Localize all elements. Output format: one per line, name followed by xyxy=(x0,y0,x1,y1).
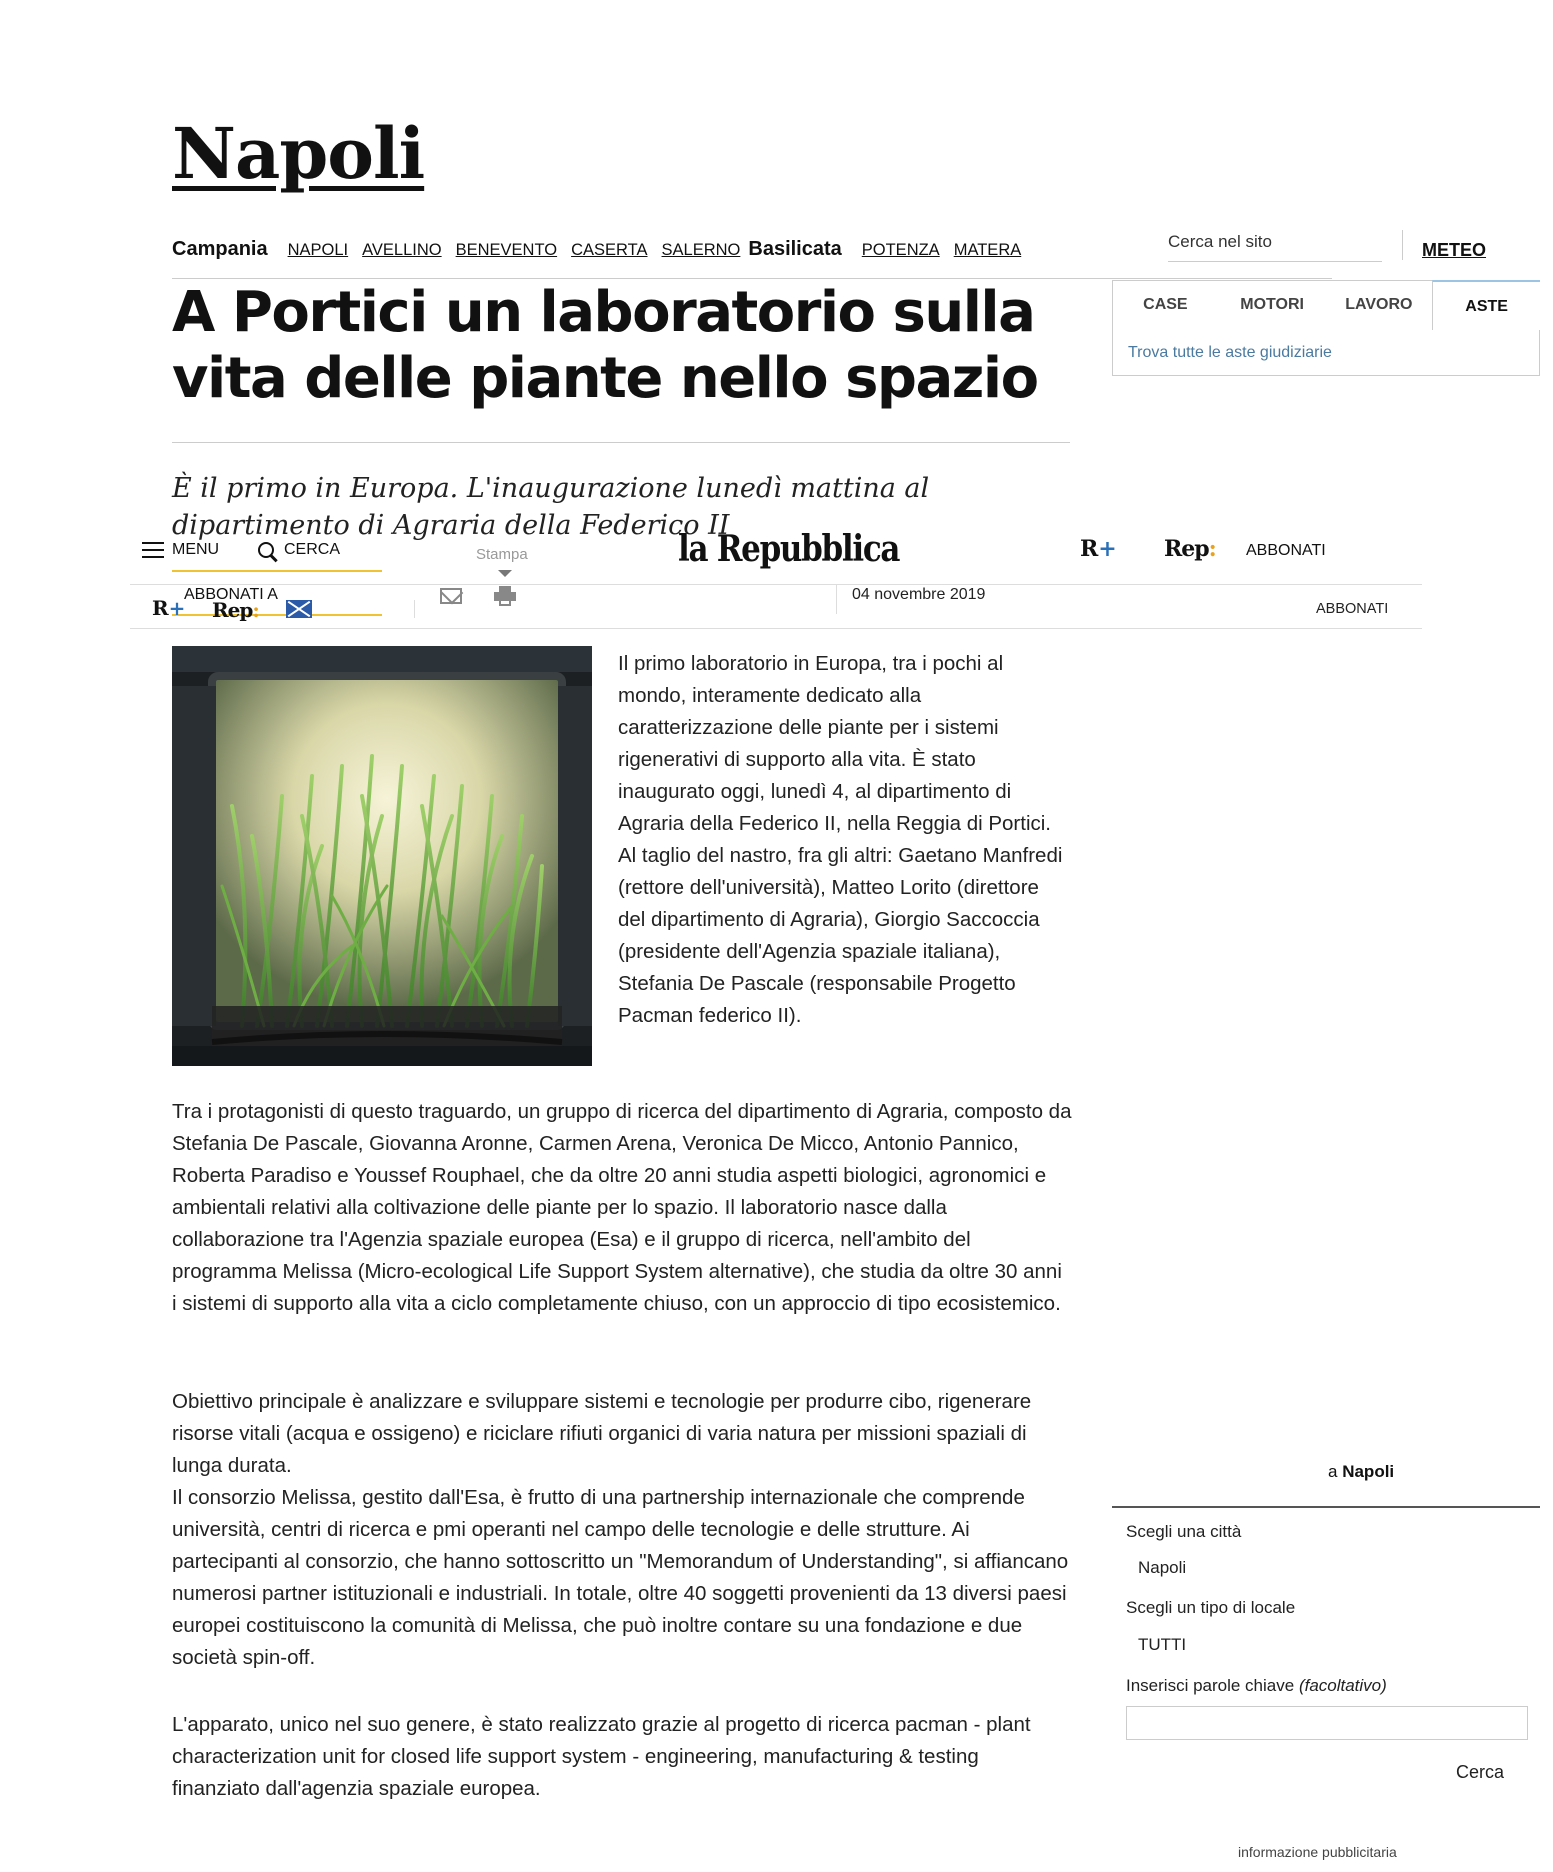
aste-link[interactable]: Trova tutte le aste giudiziarie xyxy=(1128,344,1332,361)
divider xyxy=(476,584,1070,585)
tab-case[interactable]: CASE xyxy=(1143,296,1188,313)
rplus-logo-small[interactable] xyxy=(152,596,185,620)
article-subtitle: È il primo in Europa. L'inaugurazione lunedì mattina al dipartimento di Agraria della Federico II xyxy=(172,473,930,541)
plus-icon: + xyxy=(1098,536,1117,562)
divider xyxy=(172,442,1070,443)
site-search-input[interactable]: Cerca nel sito xyxy=(1168,232,1382,262)
rplus-letter: R xyxy=(1080,536,1099,562)
article-lead: Il primo laboratorio in Europa, tra i pochi al mondo, interamente dedicato alla caratterizzazione delle piante per i sistemi rigenerativi di supporto alla vita. È stato inaugurato oggi, lunedì 4, al dipartimento di Agraria della Federico II, nella Reggia di Portici. Al taglio del nastro, fra gli altri: Gaetano Manfredi (rettore dell'università), Matteo Lorito (direttore del dipartimento di Agraria), Giorgio Saccoccia (presidente dell'Agenzia spaziale italiana), Stefania De Pascale (responsabile Progetto Pacman federico II). xyxy=(618,652,1063,1027)
accent-underline xyxy=(172,570,382,572)
repubblica-logo[interactable]: la Repubblica xyxy=(678,528,900,570)
region-campania[interactable]: Campania xyxy=(172,238,268,260)
tab-aste[interactable]: ASTE xyxy=(1432,280,1540,330)
divider xyxy=(836,584,837,614)
divider xyxy=(172,278,1332,279)
article-paragraph-text: Obiettivo principale è analizzare e sviluppare sistemi e tecnologie per produrre cibo, rigenerare risorse vitali (acqua e ossigeno) e riciclare rifiuti organici di varia natura per missioni spaziali di lunga durata. xyxy=(172,1390,1032,1477)
meteo-link[interactable]: METEO xyxy=(1422,240,1487,260)
article-paragraph-text: Il consorzio Melissa, gestito dall'Esa, è frutto di una partnership internazionale che comprende università, centri di ricerca e pmi operanti nel campo delle tecnologie e delle strutture. Ai partecipanti al consorzio, che hanno sottoscritto un "Memorandum of Understanding", si affiancano numerosi partner istituzionali e industriali. In totale, oltre 40 soggetti provenienti da 13 diversi paesi europei costituiscono la comunità di Melissa, che può inoltre contare su una fondazione e due società spin-off. xyxy=(172,1486,1069,1669)
divider xyxy=(1402,230,1403,260)
city-select[interactable]: Napoli xyxy=(1138,1558,1187,1577)
city-link[interactable]: CASERTA xyxy=(571,241,648,259)
rep-logo[interactable] xyxy=(1164,536,1216,562)
abbonati-a-label[interactable]: ABBONATI A xyxy=(184,586,278,603)
print-label[interactable]: Stampa xyxy=(476,546,528,563)
rep-word: Rep xyxy=(1164,536,1209,562)
keywords-optional-text: (facoltativo) xyxy=(1298,1676,1387,1695)
classifieds-tabs xyxy=(1112,280,1540,330)
article-date: 04 novembre 2019 xyxy=(852,586,986,603)
widget-title xyxy=(1328,1462,1394,1482)
city-link[interactable]: SALERNO xyxy=(661,241,741,259)
abbonati-link[interactable]: ABBONATI xyxy=(1246,542,1326,559)
menu-label: MENU xyxy=(172,541,220,558)
divider xyxy=(1112,1506,1540,1508)
widget-title-city: Napoli xyxy=(1342,1462,1395,1481)
type-select[interactable]: TUTTI xyxy=(1138,1635,1187,1654)
search-button[interactable] xyxy=(258,541,340,559)
mail-icon[interactable] xyxy=(440,588,462,604)
rep-colon: : xyxy=(1208,536,1216,562)
article-photo[interactable] xyxy=(172,646,592,1066)
search-label: CERCA xyxy=(284,541,341,558)
article-paragraph: L'apparato, unico nel suo genere, è stato realizzato grazie al progetto di ricerca pacman - plant characterization unit for closed life support system - engineering, manufacturing & testing finanziato dall'agenzia spaziale europea. xyxy=(172,1713,1031,1800)
uk-flag-icon[interactable] xyxy=(286,600,312,618)
plus-icon: + xyxy=(168,596,186,620)
print-icon[interactable] xyxy=(494,586,516,606)
city-link[interactable]: MATERA xyxy=(953,241,1022,259)
rplus-logo[interactable] xyxy=(1080,536,1117,562)
city-link[interactable]: BENEVENTO xyxy=(455,241,558,259)
rep-word: Rep xyxy=(212,598,253,622)
rep-colon: : xyxy=(252,598,259,622)
divider xyxy=(414,600,415,618)
city-link[interactable]: NAPOLI xyxy=(287,241,349,259)
keywords-label xyxy=(1126,1676,1387,1696)
city-link[interactable]: AVELLINO xyxy=(362,241,442,259)
widget-title-prefix: a xyxy=(1328,1462,1338,1481)
accent-underline xyxy=(172,614,382,616)
section-brand[interactable]: Napoli xyxy=(172,112,425,195)
city-link[interactable]: POTENZA xyxy=(861,241,940,259)
plant-growth-chamber-image xyxy=(172,646,592,1066)
tooltip-arrow-icon xyxy=(498,570,512,577)
widget-search-button[interactable]: Cerca xyxy=(1456,1762,1505,1782)
article-paragraph xyxy=(172,1386,1072,1674)
menu-button[interactable] xyxy=(142,541,219,559)
rplus-letter: R xyxy=(152,596,169,620)
advertising-note: informazione pubblicitaria xyxy=(1238,1844,1397,1860)
type-select-label: Scegli un tipo di locale xyxy=(1126,1598,1296,1617)
keywords-input[interactable] xyxy=(1126,1706,1528,1740)
article-paragraph: Tra i protagonisti di questo traguardo, un gruppo di ricerca del dipartimento di Agraria, composto da Stefania De Pascale, Giovanna Aronne, Carmen Arena, Veronica De Micco, Antonio Pannico, Roberta Paradiso e Youssef Rouphael, che da oltre 20 anni studia aspetti biologici, agronomici e ambientali relativi alla coltivazione delle piante per lo spazio. Il laboratorio nasce dalla collaborazione tra l'Agenzia spaziale europea (Esa) e il gruppo di ricerca, nell'ambito del programma Melissa (Micro-ecological Life Support System alternative), che studia da oltre 30 anni i sistemi di supporto alla vita a ciclo completamente chiuso, con un approccio di tipo ecosistemico. xyxy=(172,1100,1072,1315)
region-basilicata[interactable]: Basilicata xyxy=(748,238,842,260)
search-icon xyxy=(258,542,274,558)
rep-logo-small[interactable] xyxy=(212,598,259,622)
abbonati-link-secondary[interactable]: ABBONATI xyxy=(1316,601,1389,617)
region-nav xyxy=(172,238,1035,268)
tab-motori[interactable]: MOTORI xyxy=(1240,296,1304,313)
divider xyxy=(130,628,1422,629)
hamburger-icon xyxy=(142,542,164,558)
keywords-label-text: Inserisci parole chiave xyxy=(1126,1676,1295,1695)
city-select-label: Scegli una città xyxy=(1126,1522,1242,1541)
tab-lavoro[interactable]: LAVORO xyxy=(1345,296,1413,313)
article-headline: A Portici un laboratorio sulla vita delle piante nello spazio xyxy=(172,280,1038,411)
